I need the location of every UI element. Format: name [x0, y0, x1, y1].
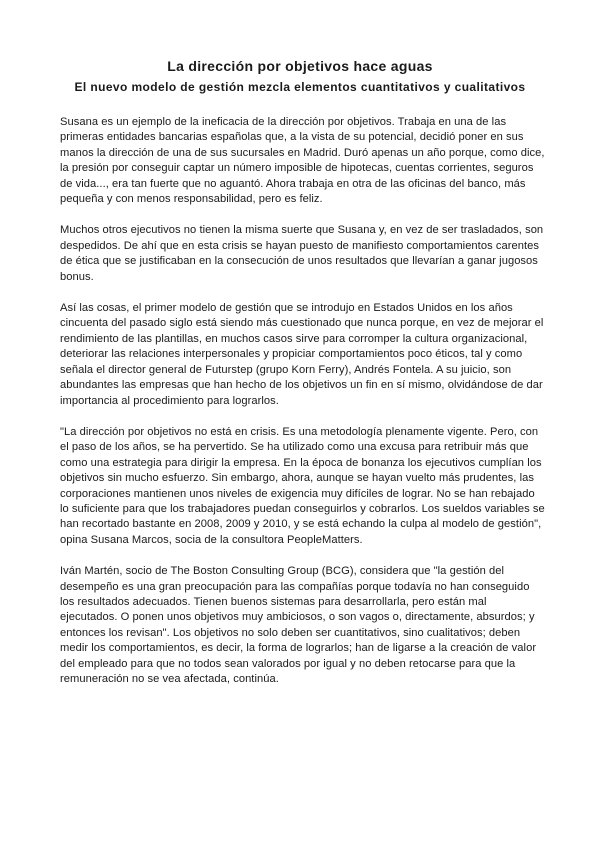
paragraph-4: "La dirección por objetivos no está en crisis. Es una metodología plenamente vigente. Pero, con el paso de los años, se ha pervertido. Se ha utilizado como una excusa para retribuir más que como una estrategia para dirigir la empresa. En la época de bonanza los ejecutivos cumplían los objetivos sin mucho esfuerzo. Sin embargo, ahora, aunque se hayan vuelto más prudentes, las corporaciones mantienen unos niveles de exigencia muy difíciles de lograr. No se han rebajado lo suficiente para que los trabajadores puedan conseguirlos y cobrarlos. Los sueldos variables se han recortado bastante en 2008, 2009 y 2010, y se está echando la culpa al modelo de gestión", opina Susana Marcos, socia de la consultora PeopleMatters.	[60, 425, 545, 546]
paragraph-5: Iván Martén, socio de The Boston Consulting Group (BCG), considera que "la gestión del desempeño es una gran preocupación para las compañías porque todavía no han conseguido los resultados adecuados. Tienen buenos sistemas para desarrollarla, pero están mal ejecutados. O ponen unos objetivos muy ambiciosos, o son vagos o, directamente, absurdos; y entonces los revisan". Los objetivos no solo deben ser cuantitativos, sino cualitativos; deben medir los comportamientos, es decir, la forma de lograrlos; han de ligarse a la creación de valor del empleado para que no todos sean valorados por igual y no deben retocarse para que la remuneración no se vea afectada, continúa.	[60, 565, 537, 685]
article-subtitle: El nuevo modelo de gestión mezcla elementos cuantitativos y cualitativos	[74, 80, 526, 94]
paragraph-2: Muchos otros ejecutivos no tienen la misma suerte que Susana y, en vez de ser trasladados, son despedidos. De ahí que en esta crisis se hayan puesto de manifiesto comportamientos carentes de ética que se justificaban en la consecución de unos resultados que llevarían a ganar jugosos bonus.	[60, 224, 544, 283]
article-body	[60, 115, 546, 703]
article-title: La dirección por objetivos hace aguas	[167, 58, 433, 74]
paragraph-1: Susana es un ejemplo de la ineficacia de la dirección por objetivos. Trabaja en una de las primeras entidades bancarias españolas que, a la vista de su potencial, decidió poner en sus manos la dirección de una de sus sucursales en Madrid. Duró apenas un año porque, como dice, la presión por conseguir captar un número imposible de hipotecas, cuentas corrientes, seguros de vida..., era tan fuerte que no aguantó. Ahora trabaja en otra de las oficinas del banco, más pequeña y con menos responsabilidad, pero es feliz.	[60, 116, 545, 206]
paragraph-3: Así las cosas, el primer modelo de gestión que se introdujo en Estados Unidos en los años cincuenta del pasado siglo está siendo más cuestionado que nunca porque, en vez de mejorar el rendimiento de las plantillas, en muchos casos sirve para corromper la cultura organizacional, deteriorar las relaciones interpersonales y propiciar comportamientos poco éticos, tal y como señala el director general de Futurstep (grupo Korn Ferry), Andrés Fontela. A su juicio, son abundantes las empresas que han hecho de los objetivos un fin en sí mismo, olvidándose de dar importancia al procedimiento para lograrlos.	[60, 302, 544, 407]
